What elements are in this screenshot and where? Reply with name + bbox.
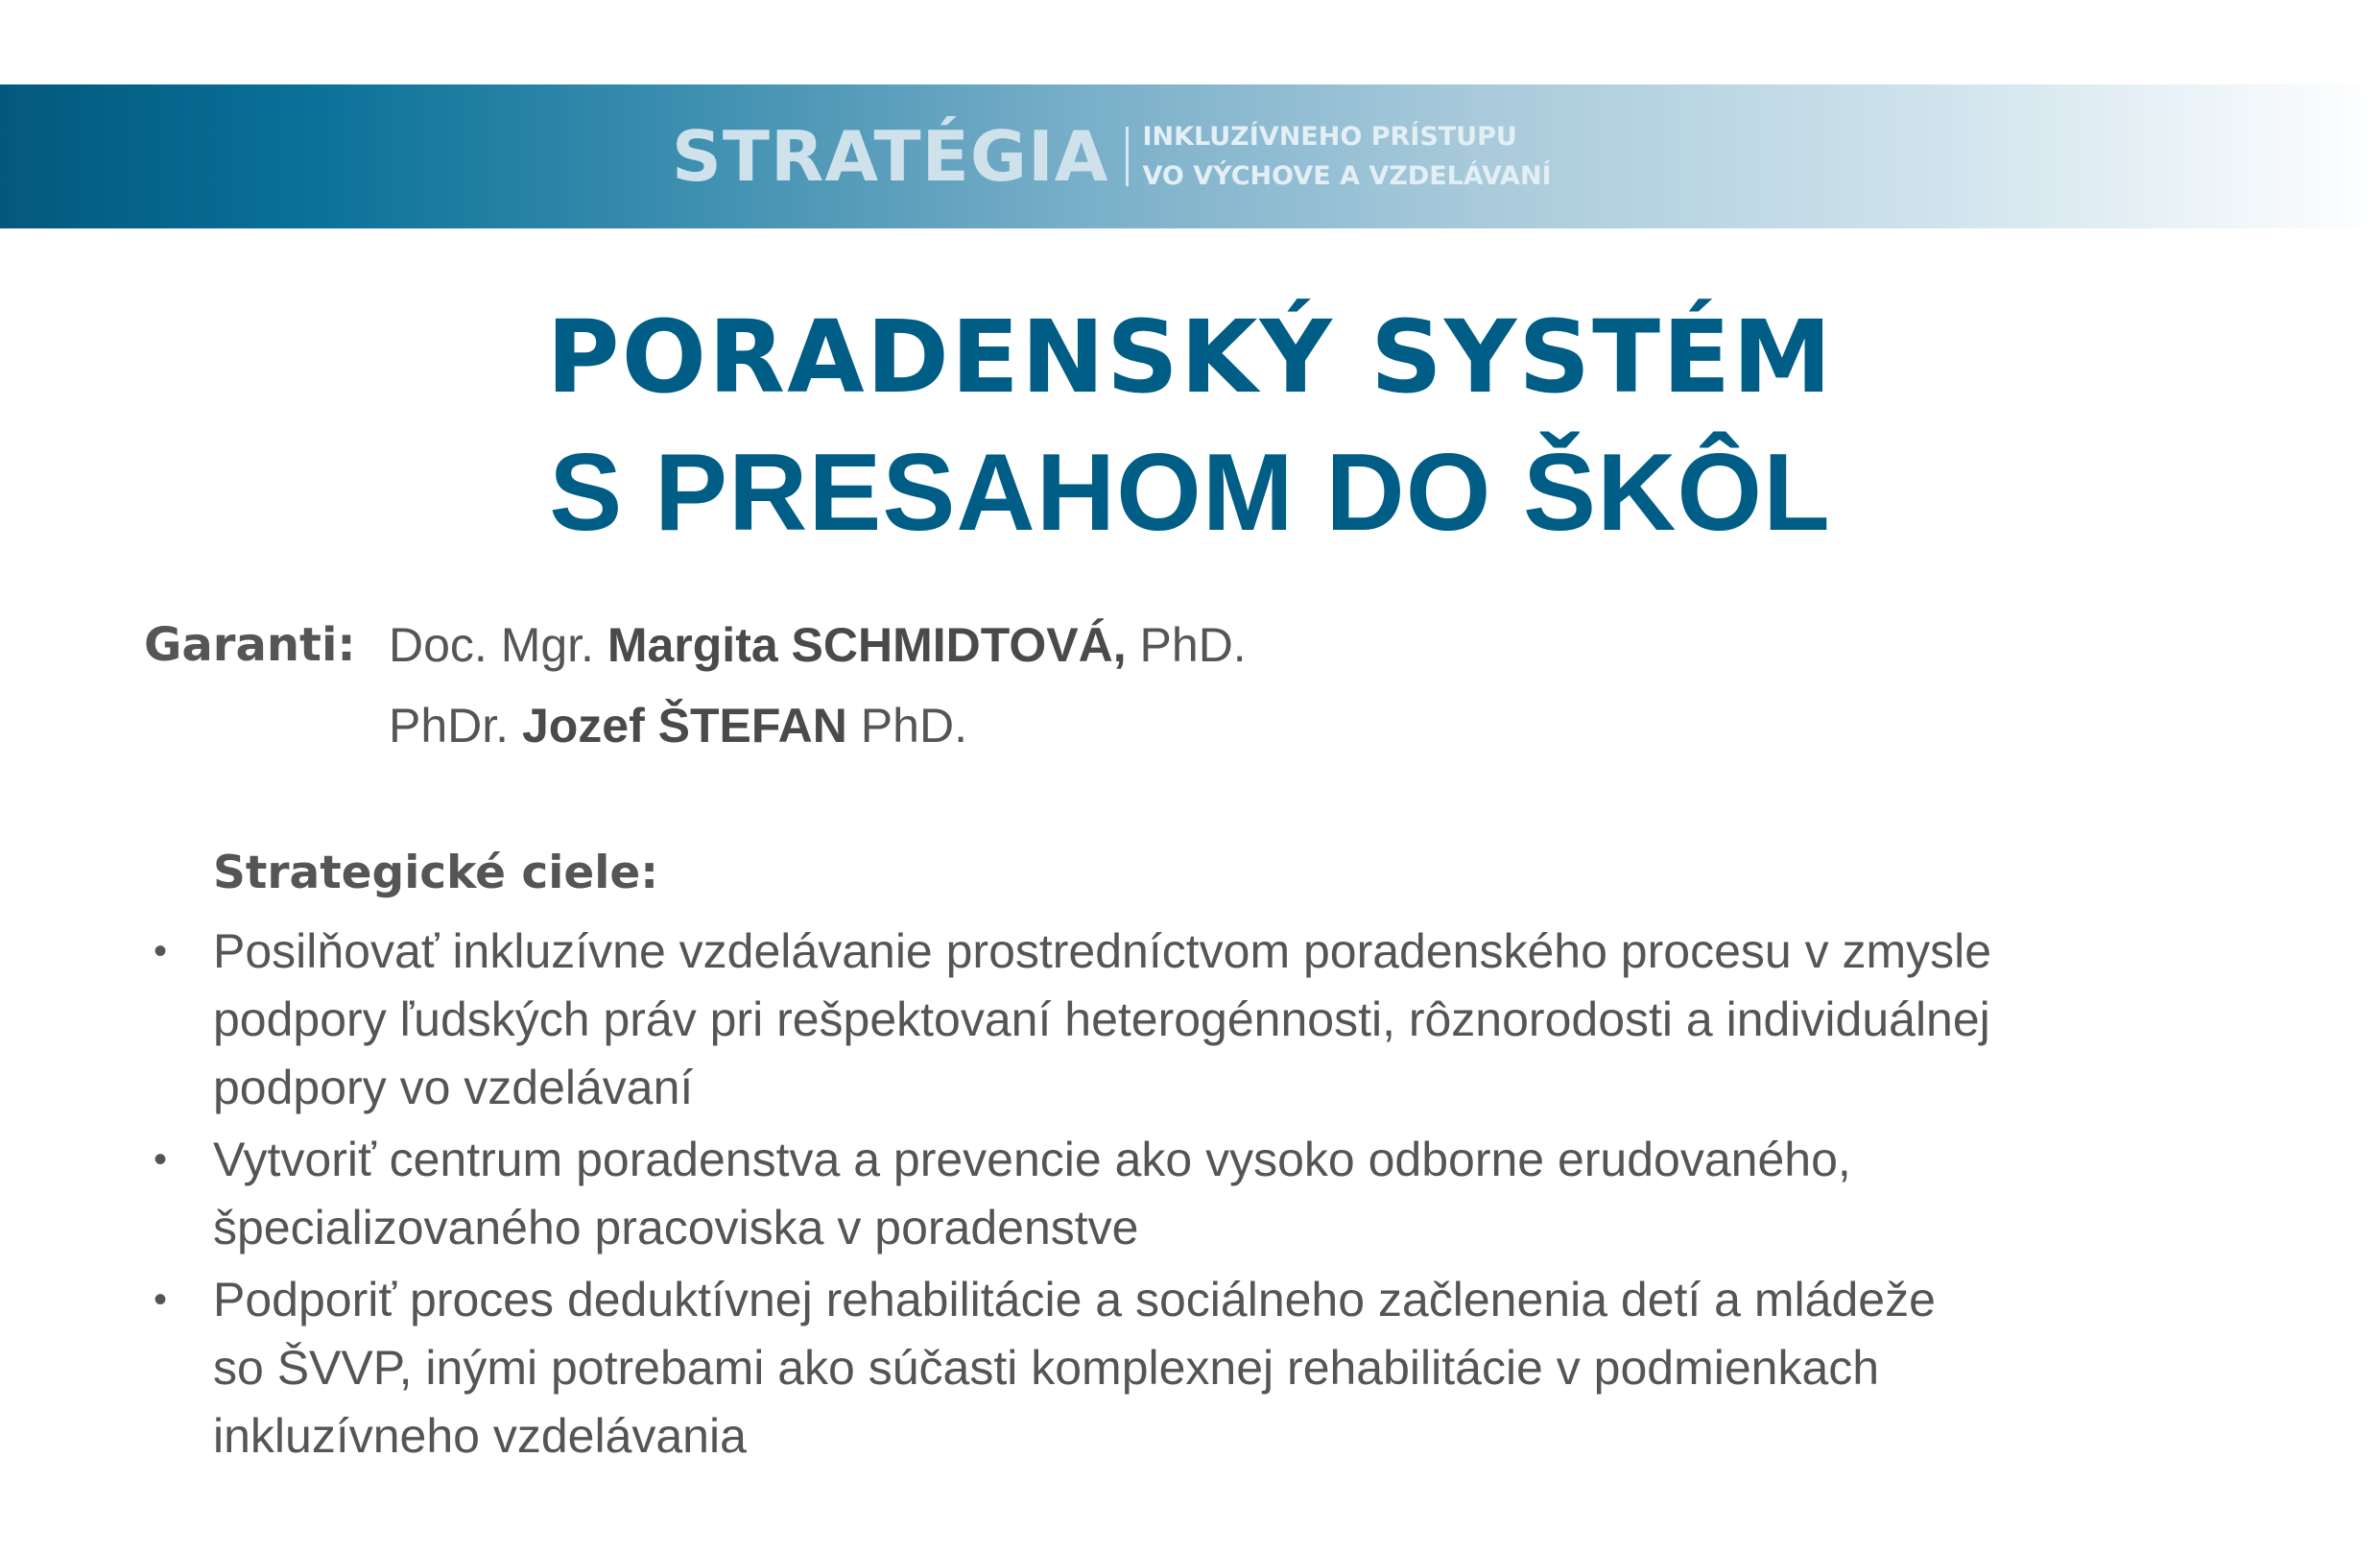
guarantor-2-suffix: PhD. [846,699,967,753]
goal-item-2 [144,1126,2236,1262]
bullet-icon: • [154,1138,168,1181]
guarantor-2 [389,685,967,766]
goal-line: špecializovaného pracoviska v poradenstve [213,1201,1139,1254]
page-title-line1: PORADENSKÝ SYSTÉM [546,299,1834,416]
guarantors-label: Garanti: [144,618,356,672]
guarantor-1-name: Margita SCHMIDTOVÁ, [607,618,1127,672]
banner-title: STRATÉGIA [672,116,1109,197]
goal-line: Podporiť proces deduktívnej rehabilitácie a sociálneho začlenenia detí a mládeže [213,1273,1936,1326]
guarantor-1-prefix: Doc. Mgr. [389,618,607,672]
goal-line: Posilňovať inkluzívne vzdelávanie prostredníctvom poradenského procesu v zmysle [213,924,1992,978]
goal-line: podpory vo vzdelávaní [213,1061,694,1114]
banner-subtitle-line1: INKLUZÍVNEHO PRÍSTUPU [1142,122,1517,152]
goal-line: Vytvoriť centrum poradenstva a prevencie ako vysoko odborne erudovaného, [213,1133,1851,1186]
bullet-icon: • [154,930,168,972]
goals-heading: Strategické ciele: [213,847,659,899]
goal-line: inkluzívneho vzdelávania [213,1409,747,1463]
banner-subtitle-line2: VO VÝCHOVE A VZDELÁVANÍ [1142,161,1552,191]
goals-list [144,918,2236,1474]
guarantor-2-name: Jozef ŠTEFAN [521,699,847,753]
banner-logo [672,84,1552,228]
page-title-line2: S PRESAHOM DO ŠKÔL [549,432,1831,554]
guarantor-1-suffix: PhD. [1126,618,1247,672]
goal-line: so ŠVVP, inými potrebami ako súčasti komplexnej rehabilitácie v podmienkach [213,1341,1880,1395]
bullet-icon: • [154,1278,168,1321]
goal-item-3 [144,1266,2236,1470]
goal-line: podpory ľudských práv pri rešpektovaní heterogénnosti, rôznorodosti a individuálnej [213,992,1990,1046]
banner-subtitle [1142,117,1551,196]
guarantor-1 [389,605,1247,685]
header-banner [0,84,2380,228]
guarantor-2-prefix: PhDr. [389,699,522,753]
banner-divider [1126,127,1129,186]
goal-item-1 [144,918,2236,1122]
